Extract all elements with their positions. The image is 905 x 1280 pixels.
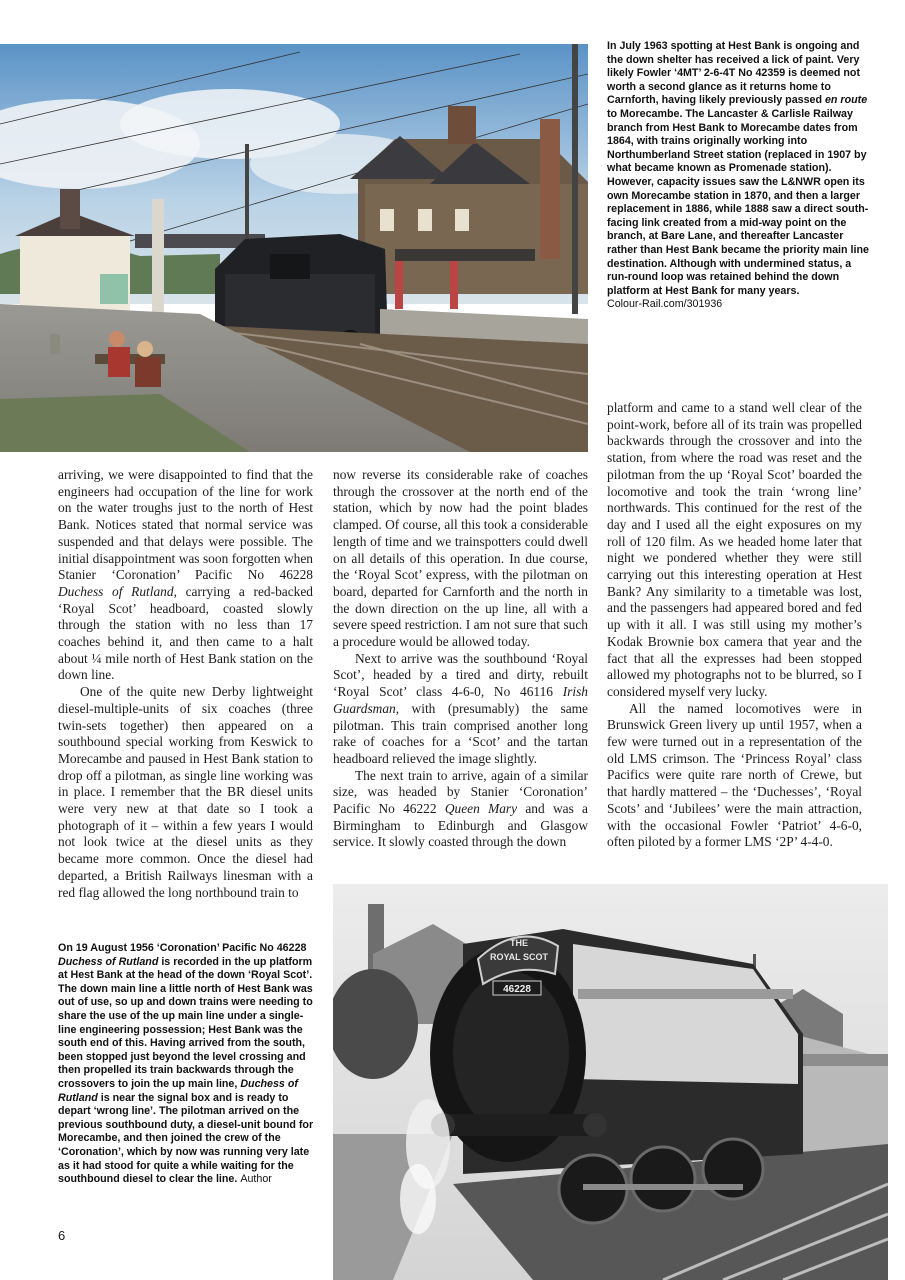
caption-text: In July 1963 spotting at Hest Bank is ongoing and the down shelter has received a lick of paint. Very likely Fowler ‘4MT’ 2-6-4T No 42359 is deemed not worth a second glance as it returns home to Carnforth, having likely previously passed	[607, 40, 861, 107]
caption-text: is near the signal box and is ready to depart ‘wrong line’. The pilotman arrived on the previous southbound duty, a diesel-unit bound for Morecambe, and then joined the crew of the ‘Coronation’, which by now was running very late as it had stood for quite a while waiting for the southbound diesel to clear the line.	[58, 1091, 314, 1186]
caption-text: is recorded in the up platform at Hest Bank at the head of the down ‘Royal Scot’. The down main line a little north of Hest Bank was out of use, so up and down trains were needing to share the use of the up main line under a single-line engineering possession; Hest Bank was the south end of this. Having arrived from the south, been stopped just beyond the level crossing and then propelled its train backwards through the crossovers to join the up main line,	[58, 955, 313, 1090]
caption-emphasis: Duchess of Rutland	[58, 1077, 298, 1104]
paragraph	[333, 651, 588, 768]
paragraph: One of the quite new Derby lightweight diesel-multiple-units of six coaches (three twin-sets together) then appeared on a southbound special working from Keswick to Morecambe and paused in Hest Bank station to drop off a pilotman, as single line working was in place. I remember that the BR diesel units were very new at that date so I took a photograph of it – within a few years I would not look twice at the diesel units as they became more common. Once the diesel had departed, a British Railways linesman with a red flag allowed the long northbound train to	[58, 684, 313, 900]
paragraph: All the named locomotives were in Brunswick Green livery up until 1957, when a few were turned out in a representation of the old LMS crimson. The ‘Princess Royal’ class Pacifics were quite rare north of Crewe, but that hardly mattered – the ‘Duchesses’, ‘Royal Scots’ and ‘Jubilees’ were the main attraction, with the occasional Fowler ‘Patriot’ 4-6-0, often piloted by a former LMS ‘2P’ 4-4-0.	[607, 700, 862, 850]
body-column-2	[333, 467, 588, 851]
text-emphasis: Queen Mary	[444, 801, 518, 817]
photo-credit: Colour-Rail.com/301936	[607, 298, 723, 311]
caption-emphasis: en route	[824, 94, 868, 107]
headboard-text-bottom: ROYAL SCOT	[489, 952, 549, 962]
page-number: 6	[58, 1228, 66, 1243]
text-run: The next train to arrive, again of a similar size, was headed by Stanier ‘Coronation’ Pacific No 46222	[333, 767, 588, 817]
paragraph	[333, 768, 588, 852]
text-run: and was a Birmingham to Edinburgh and Glasgow service. It slowly coasted through the down	[333, 801, 588, 850]
photo-hest-bank-1963	[0, 44, 588, 452]
text-run: arriving, we were disappointed to find that the engineers had occupation of the line for work on the water troughs just to the north of Hest Bank. Notices stated that normal service was suspended and that delays were possible. The initial disappointment was soon forgotten when Stanier ‘Coronation’ Pacific No 46228	[58, 467, 313, 583]
body-column-1	[58, 467, 313, 901]
paragraph: now reverse its considerable rake of coaches through the crossover at the north end of the station, which by now had the point blades clamped. Of course, all this took a considerable length of time and we trainspotters could dwell on all details of this operation. In due course, the ‘Royal Scot’ express, with the pilotman on board, departed for Carnforth and the north in the down direction on the up line, all with a severe speed restriction. I am not sure that such a procedure would be allowed today.	[333, 467, 588, 650]
text-run: Next to arrive was the southbound ‘Royal Scot’, headed by a tired and dirty, rebuilt ‘Royal Scot’ class 4-6-0, No 46116	[333, 650, 588, 700]
caption-text: On 19 August 1956 ‘Coronation’ Pacific No 46228	[58, 942, 307, 954]
paragraph: platform and came to a stand well clear of the point-work, before all of its train was propelled backwards through the crossover and into the station, from where the road was reset and the pilotman from the up ‘Royal Scot’ boarded the locomotive and took the train ‘wrong line’ northwards. This continued for the rest of the day and I used all the eight exposures on my roll of 120 film. As we headed home later that night we pondered whether they were still carrying out this interesting operation at Hest Bank? Any similarity to a timetable was lost, and the passengers had appeared bored and fed up with it all. I was still using my mother’s Kodak Brownie box camera that year and the fact that all the expresses had been stopped allowed my photographs not to be blurred, so I considered myself very lucky.	[607, 400, 862, 699]
photo-caption-bottom	[58, 942, 318, 1187]
caption-emphasis: Duchess of Rutland	[58, 955, 159, 968]
photo-credit: Author	[240, 1173, 272, 1186]
paragraph	[58, 467, 313, 684]
text-run: , carrying a red-backed ‘Royal Scot’ headboard, coasted slowly through the station with no less than 17 coaches behind it, and then came to a halt about ¼ mile north of Hest Bank station on the down line.	[58, 583, 313, 683]
headboard-text-top: THE	[510, 938, 528, 948]
body-column-3	[607, 400, 862, 851]
photo-caption-top	[607, 40, 869, 312]
text-run: , with (presumably) the same pilotman. This train comprised another long rake of coaches for a ‘Scot’ and the tartan headboard relieved the image slightly.	[333, 700, 588, 766]
caption-text: to Morecambe. The Lancaster & Carlisle Railway branch from Hest Bank to Morecambe dates from 1864, with trains originally working into Northumberland Street station (replaced in 1907 by what became known as Promenade station). However, capacity issues saw the L&NWR open its own Morecambe station in 1870, and then a larger replacement in 1886, while 1888 saw a direct south-facing link created from a mid-way point on the branch, at Bare Lane, and thereafter Lancaster rather than Hest Bank became the priority main line destination. Although with undermined status, a run-round loop was retained behind the down platform at Hest Bank for many years.	[607, 107, 869, 297]
text-emphasis: Irish Guardsman	[333, 684, 588, 716]
text-emphasis: Duchess of Rutland	[58, 583, 174, 599]
smokebox-number: 46228	[503, 984, 531, 995]
photo-duchess-of-rutland-1956	[333, 884, 888, 1280]
